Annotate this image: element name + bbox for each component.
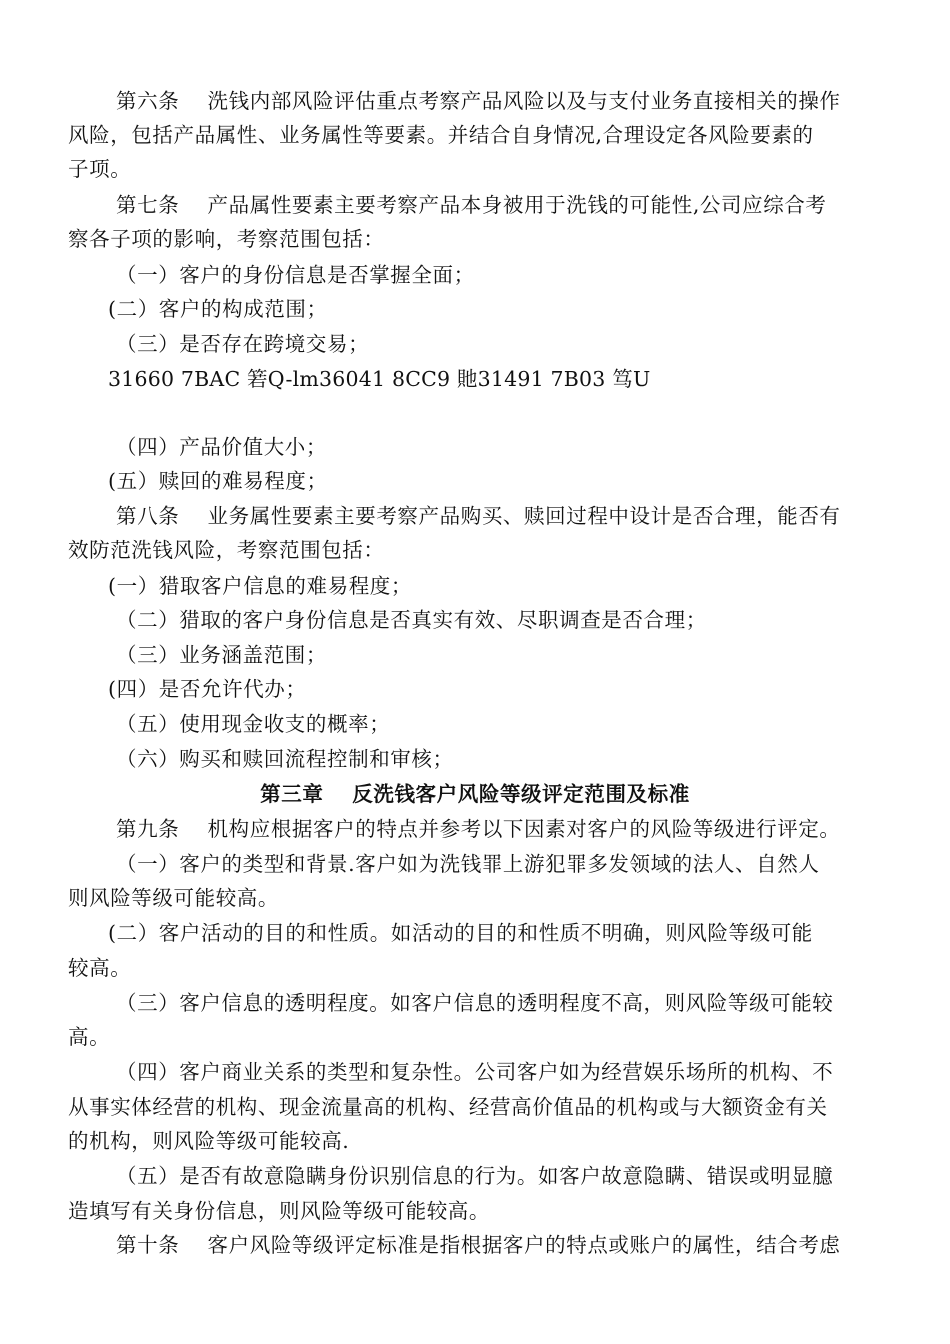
article-8-line-2: 效防范洗钱风险，考察范围包括： [68, 538, 385, 562]
article-9-item-5-line-2: 造填写有关身份信息，则风险等级可能较高。 [68, 1199, 490, 1223]
article-7-line-2: 察各子项的影响，考察范围包括： [68, 227, 385, 251]
article-6-line-1: 第六条 洗钱内部风险评估重点考察产品风险以及与支付业务直接相关的操作 [116, 89, 841, 113]
chapter-heading: 第三章 反洗钱客户风险等级评定范围及标准 [260, 782, 690, 806]
article-8-item-6: （六）购买和赎回流程控制和审核； [116, 747, 454, 771]
article-7-item-5: (五）赎回的难易程度； [108, 469, 328, 493]
article-9-item-4-line-2: 从事实体经营的机构、现金流量高的机构、经营高价值品的机构或与大额资金有关 [68, 1095, 828, 1119]
garbled-code-line: 31660 7BAC 箬Q-lm36041 8CC9 貤31491 7B03 笃U [108, 367, 651, 391]
article-9-item-4-line-1: （四）客户商业关系的类型和复杂性。公司客户如为经营娱乐场所的机构、不 [116, 1060, 834, 1084]
article-8-item-3: （三）业务涵盖范围； [116, 643, 327, 667]
article-7-item-1: （一）客户的身份信息是否掌握全面； [116, 263, 475, 287]
article-7-item-4: （四）产品价值大小； [116, 435, 327, 459]
article-7-item-2: (二）客户的构成范围； [108, 297, 328, 321]
article-9-item-3-line-2: 高。 [68, 1025, 111, 1049]
article-8-item-2: （二）猎取的客户身份信息是否真实有效、尽职调查是否合理； [116, 608, 707, 632]
article-9-item-2-line-2: 较高。 [68, 956, 132, 980]
article-10-line-1: 第十条 客户风险等级评定标准是指根据客户的特点或账户的属性，结合考虑 [116, 1233, 841, 1257]
article-8-item-5: （五）使用现金收支的概率； [116, 712, 391, 736]
article-9-item-1-line-2: 则风险等级可能较高。 [68, 886, 279, 910]
article-9-item-5-line-1: （五）是否有故意隐瞒身份识别信息的行为。如客户故意隐瞒、错误或明显臆 [116, 1164, 834, 1188]
article-9-item-2-line-1: (二）客户活动的目的和性质。如活动的目的和性质不明确，则风险等级可能 [108, 921, 813, 945]
article-9-item-3-line-1: （三）客户信息的透明程度。如客户信息的透明程度不高，则风险等级可能较 [116, 991, 834, 1015]
article-9-item-4-line-3: 的机构，则风险等级可能较高. [68, 1129, 350, 1153]
article-7-line-1: 第七条 产品属性要素主要考察产品本身被用于洗钱的可能性,公司应综合考 [116, 193, 827, 217]
article-8-item-1: (一）猎取客户信息的难易程度； [108, 574, 412, 598]
article-8-item-4: (四）是否允许代办； [108, 677, 307, 701]
article-6-line-3: 子项。 [68, 157, 132, 181]
article-9-line-1: 第九条 机构应根据客户的特点并参考以下因素对客户的风险等级进行评定。 [116, 817, 841, 841]
article-9-item-1-line-1: （一）客户的类型和背景.客户如为洗钱罪上游犯罪多发领域的法人、自然人 [116, 852, 820, 876]
article-8-line-1: 第八条 业务属性要素主要考察产品购买、赎回过程中设计是否合理，能否有 [116, 504, 841, 528]
article-6-line-2: 风险，包括产品属性、业务属性等要素。并结合自身情况,合理设定各风险要素的 [68, 123, 814, 147]
article-7-item-3: （三）是否存在跨境交易； [116, 332, 370, 356]
